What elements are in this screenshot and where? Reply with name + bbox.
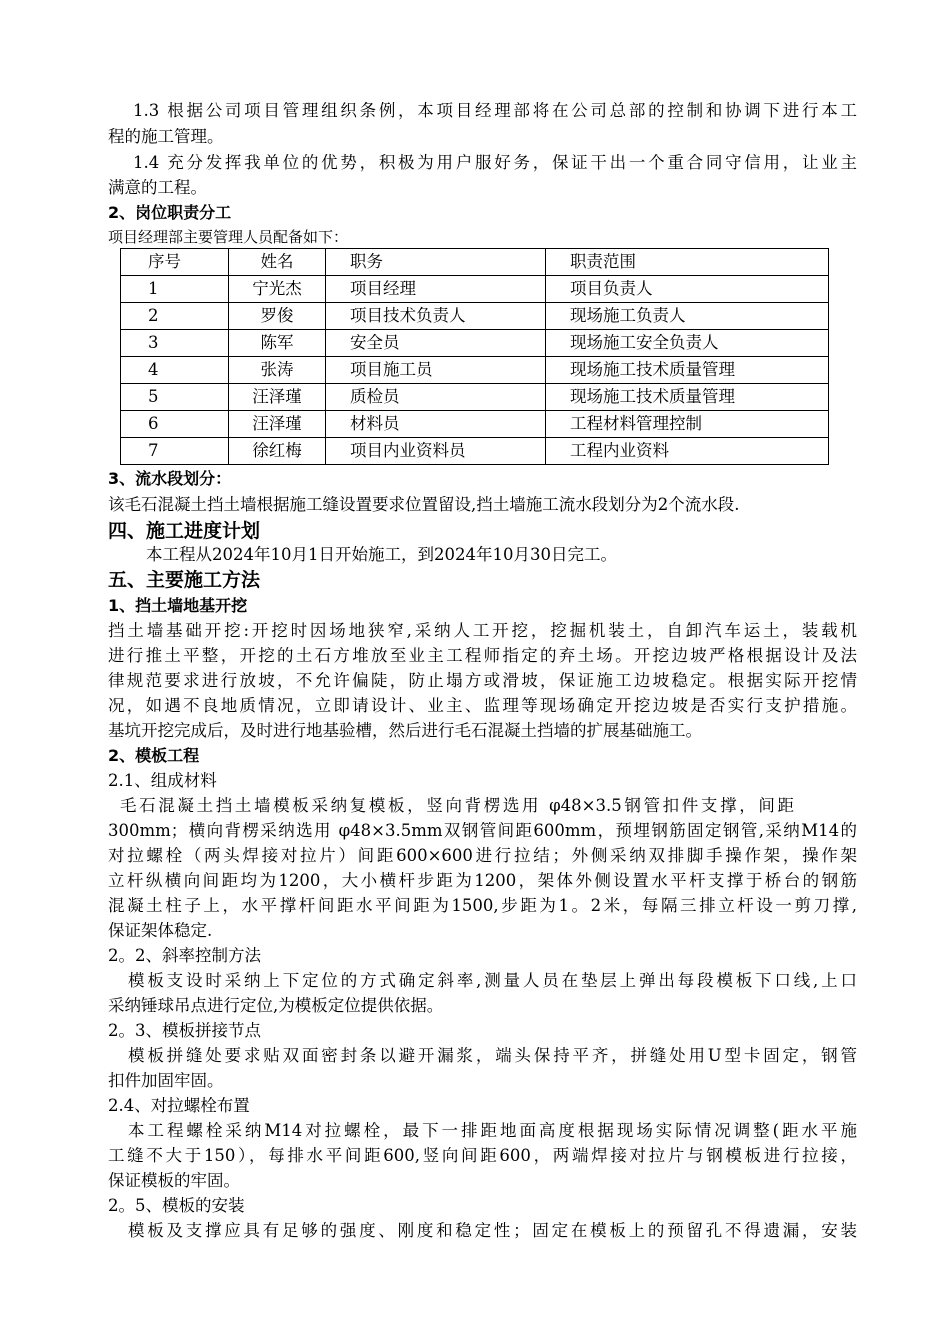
table-cell: 汪泽瑾 [229,384,326,411]
table-cell: 工程内业资料 [546,438,829,465]
section-2-intro: 项目经理部主要管理人员配备如下： [108,228,349,246]
paragraph-1-4-line-2: 满意的工程。 [108,178,207,197]
table-cell: 现场施工技术质量管理 [546,384,829,411]
table-cell: 陈军 [229,330,326,357]
joint-line-1: 模板拼缝处要求贴双面密封条以避开漏浆，端头保持平齐，拼缝处用U型卡固定，钢管 [128,1046,857,1065]
subsection-2-4-title: 2.4、对拉螺栓布置 [108,1096,250,1115]
bolt-line-2: 工缝不大于150），每排水平间距600,竖向间距600，两端焊接对拉片与钢模板进行拉接， [108,1146,857,1165]
slope-line-2: 采纳锤球吊点进行定位,为模板定位提供依据。 [108,996,444,1015]
table-row [121,276,829,303]
table-cell: 汪泽瑾 [229,411,326,438]
table-cell: 材料员 [326,411,546,438]
joint-line-2: 扣件加固牢固。 [108,1071,224,1090]
table-cell: 张涛 [229,357,326,384]
table-cell: 徐红梅 [229,438,326,465]
subsection-2-3-title: 2。3、模板拼接节点 [108,1021,261,1040]
table-cell: 4 [121,357,229,384]
table-cell: 1 [121,276,229,303]
header-cell: 序号 [121,249,229,276]
table-cell: 项目技术负责人 [326,303,546,330]
subsection-2-2-title: 2。2、斜率控制方法 [108,946,261,965]
table-cell: 2 [121,303,229,330]
chapter-5-heading: 五、主要施工方法 [108,569,261,591]
subsection-2-5-title: 2。5、模板的安装 [108,1196,245,1215]
header-cell: 姓名 [229,249,326,276]
table-row [121,303,829,330]
subsection-2-1-title: 2.1、组成材料 [108,771,217,790]
materials-line-4: 立杆纵横向间距均为1200，大小横杆步距为1200，架体外侧设置水平杆支撑于桥台的钢筋 [108,871,857,890]
table-cell: 5 [121,384,229,411]
table-cell: 宁光杰 [229,276,326,303]
bolt-line-3: 保证模板的牢固。 [108,1171,240,1190]
table-cell: 安全员 [326,330,546,357]
table-cell: 项目经理 [326,276,546,303]
section-3-text: 该毛石混凝土挡土墙根据施工缝设置要求位置留设,挡土墙施工流水段划分为2个流水段. [108,495,740,514]
table-cell: 项目施工员 [326,357,546,384]
table-cell: 项目负责人 [546,276,829,303]
excavation-line-2: 进行推土平整，开挖的土石方堆放至业主工程师指定的弃土场。开挖边坡严格根据设计及法 [108,646,857,665]
materials-line-3: 对拉螺栓（两头焊接对拉片）间距600×600进行拉结；外侧采纳双排脚手操作架，操作架 [108,846,857,865]
table-header-row [121,249,829,276]
header-cell: 职责范围 [546,249,829,276]
table-row [121,438,829,465]
subsection-1-heading: 1、挡土墙地基开挖 [108,596,248,615]
table-cell: 现场施工安全负责人 [546,330,829,357]
subsection-2-heading: 2、模板工程 [108,746,200,765]
section-3-heading: 3、流水段划分： [108,469,232,488]
table-cell: 7 [121,438,229,465]
table-cell: 现场施工技术质量管理 [546,357,829,384]
table-row [121,330,829,357]
excavation-line-3: 律规范要求进行放坡，不允许偏陡，防止塌方或滑坡，保证施工边坡稳定。根据实际开挖情 [108,671,857,690]
table-row [121,357,829,384]
chapter-4-heading: 四、施工进度计划 [108,520,261,542]
table-cell: 工程材料管理控制 [546,411,829,438]
materials-line-6: 保证架体稳定. [108,921,213,940]
excavation-line-1: 挡土墙基础开挖:开挖时因场地狭窄,采纳人工开挖，挖掘机装土，自卸汽车运土，装载机 [108,621,857,640]
table-cell: 现场施工负责人 [546,303,829,330]
table-cell: 6 [121,411,229,438]
table-cell: 项目内业资料员 [326,438,546,465]
materials-line-1: 毛石混凝土挡土墙模板采纳复模板，竖向背楞选用 φ48×3.5钢管扣件支撑，间距 [120,796,794,815]
section-2-heading: 2、岗位职责分工 [108,203,232,222]
excavation-line-4: 况，如遇不良地质情况，立即请设计、业主、监理等现场确定开挖边坡是否实行支护措施。 [108,696,857,715]
table-cell: 3 [121,330,229,357]
paragraph-1-4-line-1: 1.4 充分发挥我单位的优势，积极为用户服好务，保证干出一个重合同守信用，让业主 [133,153,857,172]
slope-line-1: 模板支设时采纳上下定位的方式确定斜率,测量人员在垫层上弹出每段模板下口线,上口 [128,971,857,990]
header-cell: 职务 [326,249,546,276]
table-row [121,411,829,438]
install-line-1: 模板及支撑应具有足够的强度、刚度和稳定性；固定在模板上的预留孔不得遗漏，安装 [128,1221,857,1240]
chapter-4-text: 本工程从2024年10月1日开始施工，到2024年10月30日完工。 [146,545,617,564]
paragraph-1-3-line-2: 程的施工管理。 [108,127,224,146]
materials-line-2: 300mm；横向背楞采纳选用 φ48×3.5mm双钢管间距600mm，预埋钢筋固定钢管,采纳M14的 [108,821,857,840]
materials-line-5: 混凝土柱子上，水平撑杆间距水平间距为1500,步距为1。2米，每隔三排立杆设一剪刀撑, [108,896,857,915]
table-row [121,384,829,411]
bolt-line-1: 本工程螺栓采纳M14对拉螺栓，最下一排距地面高度根据现场实际情况调整(距水平施 [128,1121,857,1140]
table-cell: 质检员 [326,384,546,411]
staff-table [120,248,829,465]
table-cell: 罗俊 [229,303,326,330]
paragraph-1-3-line-1: 1.3 根据公司项目管理组织条例，本项目经理部将在公司总部的控制和协调下进行本工 [133,101,857,120]
excavation-line-5: 基坑开挖完成后，及时进行地基验槽，然后进行毛石混凝土挡墙的扩展基础施工。 [108,721,702,740]
